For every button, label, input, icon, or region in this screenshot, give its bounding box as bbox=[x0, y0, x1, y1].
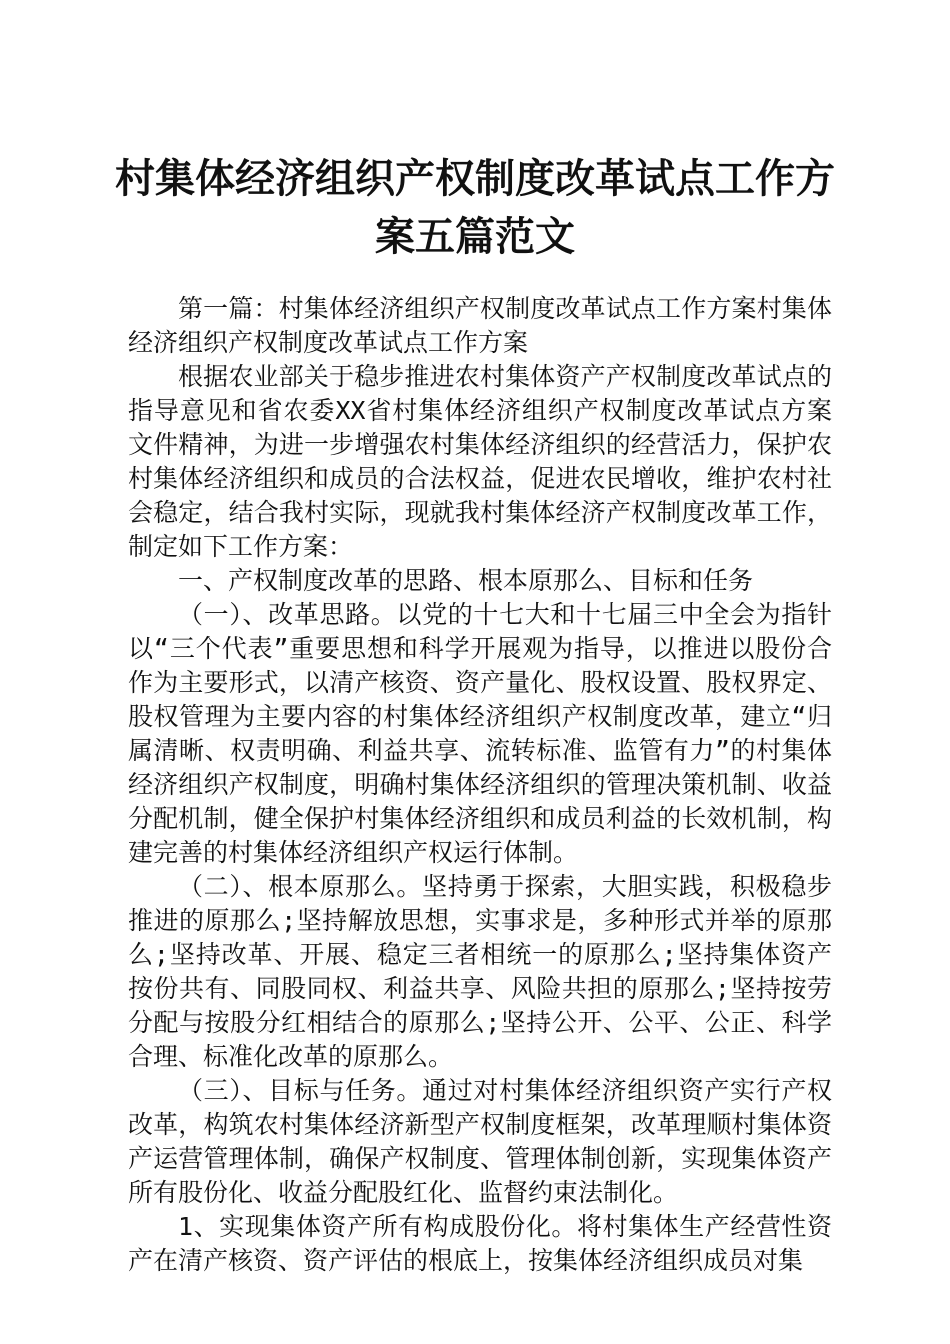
document-title: 村集体经济组织产权制度改革试点工作方案五篇范文 bbox=[115, 155, 835, 260]
paragraph-7: 1、实现集体资产所有构成股份化。将村集体生产经营性资产在清产核资、资产评估的根底上，按集体经济组织成员对集 bbox=[128, 1212, 832, 1275]
paragraph-6: （三）、目标与任务。通过对村集体经济组织资产实行产权改革，构筑农村集体经济新型产权制度框架，改革理顺村集体资产运营管理体制，确保产权制度、管理体制创新，实现集体资产所有股份化、收益分配股红化、监督约束法制化。 bbox=[128, 1076, 832, 1207]
paragraph-5: （二）、根本原那么。坚持勇于探索，大胆实践，积极稳步推进的原那么;坚持解放思想，实事求是，多种形式并举的原那么;坚持改革、开展、稳定三者相统一的原那么;坚持集体资产按份共有、同股同权、利益共享、风险共担的原那么;坚持按劳分配与按股分红相结合的原那么;坚持公开、公平、公正、科学合理、标准化改革的原那么。 bbox=[128, 872, 832, 1071]
paragraph-1: 第一篇：村集体经济组织产权制度改革试点工作方案村集体经济组织产权制度改革试点工作方案 bbox=[128, 294, 832, 357]
paragraph-4: （一）、改革思路。以党的十七大和十七届三中全会为指针以“三个代表”重要思想和科学开展观为指导，以推进以股份合作为主要形式，以清产核资、资产量化、股权设置、股权界定、股权管理为主要内容的村集体经济组织产权制度改革，建立“归属清晰、权责明确、利益共享、流转标准、监管有力”的村集体经济组织产权制度，明确村集体经济组织的管理决策机制、收益分配机制，健全保护村集体经济组织和成员利益的长效机制，构建完善的村集体经济组织产权运行体制。 bbox=[128, 600, 832, 867]
document-body bbox=[128, 292, 832, 1278]
paragraph-2: 根据农业部关于稳步推进农村集体资产产权制度改革试点的指导意见和省农委XX省村集体经济组织产权制度改革试点方案文件精神，为进一步增强农村集体经济组织的经营活力，保护农村集体经济组织和成员的合法权益，促进农民增收，维护农村社会稳定，结合我村实际，现就我村集体经济产权制度改革工作，制定如下工作方案： bbox=[128, 362, 832, 561]
paragraph-3: 一、产权制度改革的思路、根本原那么、目标和任务 bbox=[178, 566, 754, 595]
